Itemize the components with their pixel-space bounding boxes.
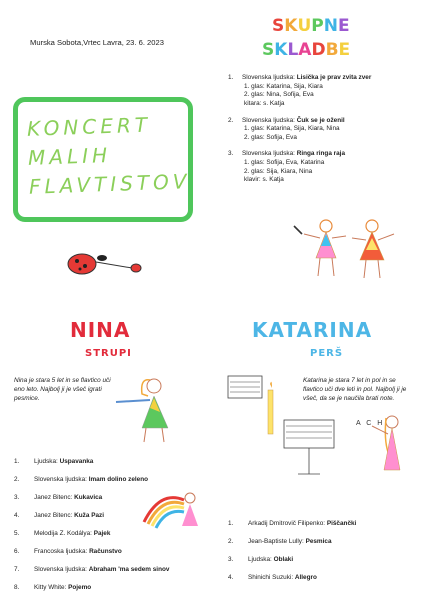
item-number: 3. (228, 556, 234, 563)
ensemble-title-line1 (272, 16, 350, 36)
item-title: Uspavanka (59, 458, 94, 465)
title-letter: D (311, 40, 326, 60)
list-item (14, 566, 204, 584)
title-letter: U (297, 16, 312, 36)
item-number: 4. (14, 512, 20, 519)
ensemble-title-line2 (262, 40, 350, 60)
title-letter: K (274, 40, 288, 60)
item-composer: Slovenska ljudska: (242, 150, 297, 158)
item-number: 1. (228, 520, 234, 527)
concert-title-board (13, 97, 193, 222)
item-number: 2. (228, 116, 234, 124)
item-composer: Slovenska ljudska: (242, 116, 297, 124)
item-title: Abraham 'ma sedem sinov (88, 566, 170, 573)
item-composer: Janez Bitenc: (34, 512, 75, 519)
item-number: 1. (228, 74, 234, 81)
item-number: 7. (14, 566, 20, 573)
list-item (14, 584, 204, 602)
item-title: Pesmica (305, 538, 332, 545)
nina-flute-drawing (110, 368, 190, 448)
item-composer: Slovenska ljudska: (34, 566, 89, 573)
item-title: Piščančki (326, 520, 357, 527)
ladybug-drawing (60, 246, 150, 286)
board-handwritten-title: KONCERT MALIH FLAVTISTOV (26, 112, 191, 199)
item-number: 2. (14, 476, 20, 483)
list-item (14, 548, 204, 566)
katarina-surname: PERŠ (310, 348, 344, 359)
list-item (228, 538, 418, 556)
list-item (228, 520, 418, 538)
ensemble-list (228, 74, 418, 193)
item-voice: kitara: s. Katja (244, 99, 285, 107)
item-title: Lisička je prav zvita zver (296, 74, 372, 81)
title-letter: E (338, 40, 351, 60)
katarina-repertoire (228, 520, 418, 592)
item-number: 1. (14, 458, 20, 465)
ensemble-item (228, 74, 418, 109)
item-voice: klavir: s. Katja (244, 176, 284, 184)
item-composer: Slovenska ljudska: (34, 476, 89, 483)
item-voice: 2. glas: Nina, Sofija, Eva (244, 91, 314, 99)
nina-surname: STRUPI (85, 348, 132, 359)
ensemble-item (228, 150, 418, 185)
nina-name: NINA (70, 318, 131, 342)
item-title: Čuk se je oženil (296, 116, 345, 124)
item-title: Pojemo (68, 584, 92, 591)
item-voice: 1. glas: Katarina, Sija, Kiara, Nina (244, 125, 340, 133)
item-composer: Melodija Z. Kodálya: (34, 530, 94, 537)
item-number: 8. (14, 584, 20, 591)
item-composer: Ljudska: (248, 556, 274, 563)
item-composer: Janez Bitenc: (34, 494, 75, 501)
item-voice: 1. glas: Sofija, Eva, Katarina (244, 159, 325, 167)
list-item (228, 574, 418, 592)
katarina-name: KATARINA (252, 318, 373, 342)
nina-rainbow-drawing (140, 486, 202, 534)
list-item (228, 556, 418, 574)
item-number: 5. (14, 530, 20, 537)
two-girls-drawing (290, 212, 410, 284)
title-letter: A (298, 40, 312, 60)
nina-bio: Nina je stara 5 let in se flavtico uči eno leto. Najbolj ji je všeč igrati pesmice. (14, 377, 111, 402)
title-letter: B (325, 40, 339, 60)
katarina-drawing-notes: A C H (356, 420, 385, 427)
item-voice: 1. glas: Katarina, Sija, Kiara (244, 82, 323, 90)
item-composer: Jean-Baptiste Lully: (248, 538, 306, 545)
title-letter: S (272, 16, 285, 36)
item-number: 3. (14, 494, 20, 501)
katarina-music-drawing (222, 370, 422, 480)
item-title: Ringa ringa raja (296, 150, 346, 158)
title-letter: P (311, 16, 324, 36)
item-number: 4. (228, 574, 234, 581)
item-title: Allegro (294, 574, 317, 581)
item-composer: Kitty White: (34, 584, 69, 591)
katarina-bio: Katarina je stara 7 let in pol in se flavtico uči dve leti in pol. Najbolj ji je všeč, da se je naučila brati note. (303, 377, 407, 402)
title-letter: N (323, 16, 338, 36)
item-composer: Shinichi Suzuki: (248, 574, 295, 581)
item-title: Kukavica (74, 494, 103, 501)
item-voice: 2. glas: Sofija, Eva (244, 133, 297, 141)
item-number: 3. (228, 150, 234, 158)
title-letter: K (284, 16, 298, 36)
title-letter: L (287, 40, 299, 60)
title-letter: S (262, 40, 275, 60)
location-date: Murska Sobota,Vrtec Lavra, 23. 6. 2023 (30, 38, 164, 47)
item-title: Imam dolino zeleno (88, 476, 149, 483)
item-composer: Francoska ljudska: (34, 548, 90, 555)
item-title: Računstvo (89, 548, 122, 555)
title-letter: E (337, 16, 350, 36)
list-item (14, 458, 204, 476)
item-composer: Ljudska: (34, 458, 60, 465)
item-number: 2. (228, 538, 234, 545)
item-number: 6. (14, 548, 20, 555)
item-composer: Slovenska ljudska: (242, 74, 297, 81)
item-title: Kuža Pazi (74, 512, 104, 519)
item-voice: 2. glas: Sija, Kiara, Nina (244, 167, 313, 175)
item-title: Oblaki (273, 556, 294, 563)
ensemble-item (228, 117, 418, 143)
item-composer: Arkadij Dmitrovič Filipenko: (248, 520, 327, 527)
item-title: Pajek (93, 530, 111, 537)
